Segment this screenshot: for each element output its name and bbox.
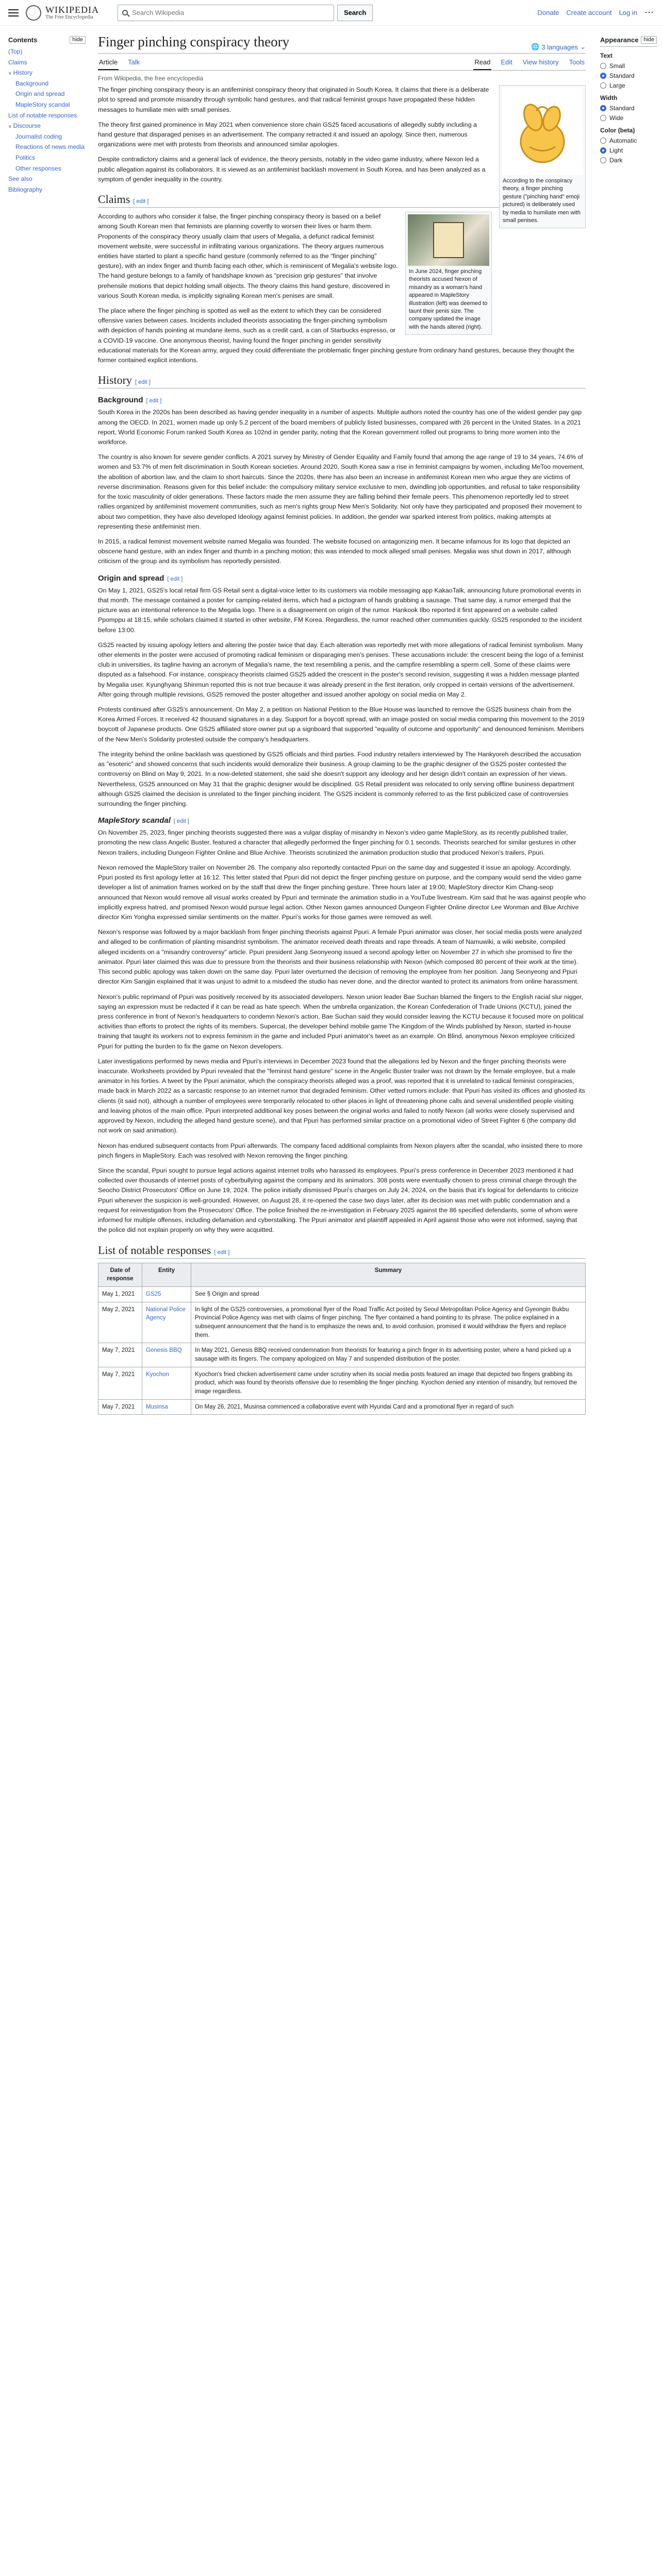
radio-icon[interactable]: [600, 157, 606, 163]
toc-link[interactable]: MapleStory scandal: [15, 100, 70, 108]
toc-item[interactable]: [8, 186, 86, 194]
radio-label: Light: [609, 147, 623, 154]
toc-link[interactable]: Journalist coding: [15, 132, 62, 140]
lead-paragraph: Despite contradictory claims and a general lack of evidence, the theory persists, notably in the video game industry, where Nexon led a public allegation against its collaborators. It is viewed as an antifeminist backlash movement in South Korea, and has been analyzed as a symptom of gender inequality in the country.: [98, 156, 486, 183]
poster-image-icon: [433, 222, 464, 258]
origin-paragraph: The integrity behind the online backlash was questioned by GS25 officials and third parties. Food industry retailers interviewed by The Hankyoreh described the accusation as "esoteric" and showed concerns that such incidents would demoralize their business. A group claiming to be the graphic designer of the GS25 poster contested the controversy on Blind on May 9, 2021. In a now-deleted statement, she said she doesn't support any ideology and her design didn't contain an expression of her views. Nevertheless, GS25 announced on May 31 that the graphic designer would be disciplined. GS Retail president was relocated to only serving offline business department although GS25 claimed the decision is unrelated to the finger pinching incident. The GS25 incident is commonly referred to as the first publicized case of controversies surrounding the finger pinching.: [98, 750, 581, 807]
heading-text: Background: [98, 396, 143, 405]
figure-image[interactable]: [408, 214, 489, 266]
maplestory-figure: [405, 212, 492, 335]
toc-link[interactable]: History: [13, 69, 32, 77]
radio-option[interactable]: [600, 62, 657, 70]
toc-item[interactable]: [8, 133, 86, 141]
toc-title: Contents: [8, 36, 38, 44]
login-link[interactable]: Log in: [619, 9, 637, 16]
edit-section-link[interactable]: [ edit ]: [146, 398, 162, 404]
site-sub: From Wikipedia, the free encyclopedia: [98, 75, 204, 82]
table-row: [98, 1399, 586, 1415]
tab-talk[interactable]: Talk: [128, 58, 140, 66]
column-header-entity[interactable]: Entity: [142, 1263, 191, 1286]
search-button[interactable]: Search: [337, 5, 373, 21]
subsection-heading-background: [98, 396, 586, 404]
globe-icon: [26, 5, 41, 21]
maple-paragraph: Nexon removed the MapleStory trailer on November 26. The company also reportedly contacted Ppuri on the same day and suggested it issue an apology. Accordingly, Ppuri posted its first apology letter at 16:12. This letter stated that Ppuri did not depict the finger pinching gesture on purpose, and the company would send the video game developer a list of animation frames worked on by the staff that drew the finger pinching gesture. Three hours later at 19:00, MapleStory director Kim Chang-seop announced that Nexon would remove all visual works created by Ppuri and terminate the animation studio in a YouTube livestream. Kim said that he was against people who implicitly express hatred, and promised Nexon would pursue legal action. Other Nexon games announced Dungeon Fighter Online director Lee Wonman and Blue Archive director Kim Yongha expressed similar sentiments on the matter. Ppuri's works for those games were removed as well.: [98, 863, 586, 921]
color-label: Color (beta): [600, 127, 635, 134]
language-count: 3 languages: [541, 43, 578, 51]
toc-item[interactable]: [8, 59, 86, 67]
radio-label: Dark: [609, 157, 623, 164]
maple-paragraph: Nexon's public reprimand of Ppuri was positively received by its associated developers. Nexon union leader Bae Suchan blamed the fingers to the English racial slur nigger, saying an expression must be redacted if it can be read as hate speech. When the umbrella organization, the Korean Confederation of Trade Unions (KCTU), joined the press conference in front of Nexon's headquarters to condemn Nexon's action, Bae Suchan said they would consider leaving the KCTU because it focused more on political activities than efforts to protect the rights of its members. Supercat, the developer behind mobile game The Kingdom of the Winds published by Nexon, started in-house training that taught its workers not to express feminism in the game and included Ppuri animator's tweet as an example. On Blind, anonymous Nexon employee criticized Ppuri for putting the burden to fix the game on Nexon developers.: [98, 993, 584, 1050]
chevron-down-icon: ⌄: [580, 43, 586, 51]
table-cell-date: May 7, 2021: [98, 1367, 142, 1399]
toc-item[interactable]: [8, 143, 86, 151]
translate-icon: 🌐: [531, 43, 540, 51]
origin-paragraph: Protests continued after GS25's announcement. On May 2, a petition on National Petition to the Blue House was launched to remove the GS25 business chain from the Korea Armed Forces. It received 42 thousand signatures in a day. Support for a boycott spread, with an image posted on social media comparing this movement to the 2019 boycott of Japanese products. One GS25 affiliated store owner put up a signboard that supported "equality of outcome and opportunity" and denounced feminism. Members of the New Men's Solidarity protested outside the company's headquarters.: [98, 706, 585, 743]
edit-section-link[interactable]: [ edit ]: [167, 575, 183, 582]
toc-item[interactable]: [8, 48, 86, 56]
tab-tools[interactable]: Tools: [569, 58, 585, 66]
heading-text: List of notable responses: [98, 1243, 211, 1257]
table-row: [98, 1286, 586, 1302]
main-menu-icon[interactable]: [8, 9, 19, 16]
radio-icon[interactable]: [600, 147, 606, 154]
toc-link[interactable]: Claims: [8, 58, 27, 66]
edit-section-link[interactable]: [ edit ]: [173, 818, 189, 825]
radio-icon[interactable]: [600, 73, 606, 79]
appearance-title: Appearance: [600, 36, 639, 44]
toc-hide-button[interactable]: hide: [70, 36, 86, 44]
page-title: Finger pinching conspiracy theory: [98, 34, 290, 49]
toc-item[interactable]: [8, 122, 86, 130]
radio-icon[interactable]: [600, 138, 606, 144]
table-cell-summary: See § Origin and spread: [191, 1286, 586, 1302]
search-box: [118, 5, 334, 21]
maple-paragraph: Nexon has endured subsequent contacts from Ppuri afterwards. The company faced additional complaints from Nexon players after the scandal, who insisted there to more pinch fingers in MapleStory. Each was resolved with Nexon removing the finger pinching.: [98, 1142, 583, 1159]
toc-link[interactable]: See also: [8, 175, 32, 183]
table-cell-summary: On May 26, 2021, Musinsa commenced a collaborative event with Hyundai Card and a promotional flyer in regard of such: [191, 1399, 586, 1415]
background-paragraph: In 2015, a radical feminist movement website named Megalia was founded. The website focused on antagonizing men. It became infamous for its logo that depicted an obscene hand gesture, with an index finger and thumb in a pinching motion; this was intended to mock alleged small penises. Megalia was shut down in 2017, although criticism of the group and its symbolism has reportedly persisted.: [98, 537, 571, 565]
radio-icon[interactable]: [600, 105, 606, 111]
table-cell-summary: In light of the GS25 controversies, a promotional flyer of the Road Traffic Act posted by Seoul Metropolitan Police Agency and Gyeongin Bukbu Provincial Police Agency was met with claims of finger pinching. The flyer contained a hand pointing to its phrase. The police explained in a subsequent announcement that the hand is to emphasize the news and, to avoid confusion, promised it would withdraw the flyers and replace them.: [191, 1302, 586, 1343]
subsection-heading-maplestory: [98, 816, 586, 825]
personal-tools: [537, 7, 654, 18]
toc-link[interactable]: Origin and spread: [15, 90, 65, 98]
language-button[interactable]: [531, 43, 586, 51]
pinching-hand-figure: [499, 85, 586, 228]
figure-image[interactable]: [502, 88, 583, 175]
table-cell-summary: Kyochon's fried chicken advertisement came under scrutiny when its social media posts featured an image that depicted two fingers grabbing its product, which was found by theorists offensive due to resembling the finger pinching. Kyochon denied any intention of misandry, but removed the image regardless.: [191, 1367, 586, 1399]
tagline: The Free Encyclopedia: [45, 14, 93, 20]
radio-option[interactable]: [600, 157, 657, 164]
title-row: [98, 26, 586, 54]
table-of-contents: [0, 26, 91, 1420]
origin-paragraph: GS25 reacted by issuing apology letters and altering the poster twice that day. Each alteration was reportedly met with more allegations of radical feminist symbolism. Many other elements in the poster were accused of promoting radical feminism or disparaging men's penises. These accusations include: the crescent being the logo of a feminist club in universities, its tagline having an acronym of Megalia's name, the text resembling a penis, and the campfire resembling a sperm cell. Some of these claims were disputed as a falsehood. For instance, conspiracy theorists claimed GS25 added the crescent in the poster's second revision, suggesting it was a hidden message planted by Megalia user. Kyunghyang Shinmun reported this is not true because it was already present in the first iteration, only cropped in certain versions of the advertisement. After going through multiple revisions, GS25 removed the poster altogether and issued another apology on social media on May 2.: [98, 641, 584, 698]
toc-item[interactable]: [8, 101, 86, 109]
radio-option[interactable]: [600, 82, 657, 89]
donate-link[interactable]: Donate: [537, 9, 559, 16]
table-row: [98, 1343, 586, 1367]
table-cell-entity[interactable]: GS25: [142, 1286, 191, 1302]
toc-link[interactable]: Other responses: [15, 164, 61, 172]
radio-option[interactable]: [600, 137, 657, 144]
top-bar: [0, 0, 662, 26]
table-cell-summary: In May 2021, Genesis BBQ received condemnation from theorists for featuring a pinch finger in its advertising poster, where a hand picked up a sausage with its fingers. The company apologized on May 7 and suspended distribution of the poster.: [191, 1343, 586, 1367]
table-row: [98, 1367, 586, 1399]
toc-link[interactable]: Politics: [15, 154, 36, 161]
radio-icon[interactable]: [600, 63, 606, 69]
column-header-summary[interactable]: Summary: [191, 1263, 586, 1286]
table-cell-entity[interactable]: National Police Agency: [142, 1302, 191, 1343]
appearance-panel: [595, 26, 662, 1420]
heading-text: Claims: [98, 193, 130, 206]
edit-section-link[interactable]: [ edit ]: [133, 198, 149, 205]
table-cell-date: May 2, 2021: [98, 1302, 142, 1343]
tab-view-history[interactable]: View history: [522, 58, 559, 66]
toc-item[interactable]: [8, 175, 86, 183]
wikipedia-logo[interactable]: [26, 5, 99, 21]
table-cell-entity[interactable]: Kyochon: [142, 1367, 191, 1399]
edit-section-link[interactable]: [ edit ]: [135, 379, 151, 386]
toc-item[interactable]: [8, 90, 86, 98]
section-heading-history: [98, 374, 586, 388]
edit-section-link[interactable]: [ edit ]: [214, 1249, 230, 1256]
toc-item[interactable]: [8, 165, 86, 173]
toc-link[interactable]: Background: [15, 79, 49, 87]
column-header-date[interactable]: Date of response: [98, 1263, 142, 1286]
radio-option[interactable]: [600, 114, 657, 122]
table-cell-date: May 7, 2021: [98, 1343, 142, 1367]
heading-text: History: [98, 374, 132, 387]
search-input[interactable]: [131, 8, 329, 17]
section-heading-responses: [98, 1244, 586, 1259]
maple-paragraph: Nexon's response was followed by a major backlash from finger pinching theorists against Ppuri. A female Ppuri animator was closer, her social media posts were analyzed and alleged to be confirmation of planting misandrist symbolism. The animator received death threats and rape threads. A team of Namuwiki, a wiki website, compiled alleged incidents on a "misandry controversy" article. Ppuri president Jang Seonyeong issued a second apology letter on November 27 in which she promised to fire the animator. Ppuri later claimed this was due to pressure from the theorists and their business relationship with Nexon (which composed 80 percent of their work at the time). This second public apology was taken down on the same day. Ppuri later overturned the decision of removing the employee from her position. Jang Seonyeong and Ppuri director Kim Sangjin explained that it was unjust to admit to a misdeed the studio has never done, and the director wanted to protect its animators from online harassment.: [98, 928, 582, 986]
origin-paragraph: On May 1, 2021, GS25's local retail firm GS Retail sent a digital-voice letter to its customers via mobile messaging app KakaoTalk, announcing future promotional events in that month. The message contained a poster for camping-related items, which had a pictogram of hands grabbing a sausage. That same day, a rumor emerged that the picture was an intentional reference to the Megalia logo. There is a disagreement on origin of the rumor. Hankook Ilbo reported it first appeared on a website called Ppomppu at 18:15, while scholars claimed it started in other website, FM Korea. Regardless, the rumor reached other communities quickly. GS25 responded to the incident before 13:00.: [98, 586, 582, 634]
toc-link[interactable]: Bibliography: [8, 185, 43, 193]
create-account-link[interactable]: Create account: [566, 9, 612, 16]
radio-label: Standard: [609, 72, 635, 79]
appearance-hide-button[interactable]: hide: [641, 36, 657, 44]
appearance-header: [600, 36, 657, 47]
radio-icon[interactable]: [600, 115, 606, 121]
heading-text: MapleStory scandal: [98, 816, 171, 825]
search-icon: [122, 10, 128, 15]
color-options: [600, 137, 657, 164]
radio-option[interactable]: [600, 105, 657, 112]
radio-label: Wide: [609, 114, 624, 122]
radio-icon[interactable]: [600, 82, 606, 89]
responses-table: [98, 1263, 586, 1415]
toc-link[interactable]: (Top): [8, 48, 23, 55]
toc-link[interactable]: Discourse: [13, 122, 41, 130]
heading-text: Origin and spread: [98, 573, 164, 583]
toc-item[interactable]: [8, 80, 86, 88]
pinching-hand-icon: [511, 98, 573, 165]
table-body: [98, 1286, 586, 1414]
article: [91, 26, 595, 1420]
tab-read[interactable]: Read: [473, 55, 491, 70]
radio-label: Large: [609, 82, 625, 89]
claims-paragraph: The place where the finger pinching is spotted as well as the extent to which they can be considered offensive varies between cases. Incidents included theorists associating the finger-pinching symbolism with depiction of hands pointing at mundane items, such as a credit card, a can of Starbucks espresso, or a COVID-19 vaccine. One anonymous theorist, having found the finger pinching in gender sensitivity educational materials for the Korean army, argued they could differentiate the problematic finger pinching gesture from ordinary hand gestures, because they thought the former contained explicit intentions.: [98, 307, 574, 364]
lead-paragraph: The finger pinching conspiracy theory is an antifeminist conspiracy theory that originated in South Korea. It claims that there is a deliberate plot to spread and promote misandry through symbolic hand gestures, and that radical feminist groups have propagated these hidden messages to humiliate men with small penises.: [98, 86, 489, 113]
radio-label: Small: [609, 62, 625, 70]
toc-link[interactable]: List of notable responses: [8, 111, 77, 119]
more-options-icon[interactable]: ⋯: [644, 7, 654, 18]
wordmark: WIKIPEDIA: [45, 5, 99, 15]
background-paragraph: The country is also known for severe gender conflicts. A 2021 survey by Ministry of Gender Equality and Family found that among the age range of 19 to 34 years, 74.6% of women and 53.7% of men felt discrimination in South Korean societies. Around 2020, South Korea saw a rise in feminist campaigns by women, including MeToo movement, the abolition of abortion law, and the claim to short haircuts. Since the 2020s, there has also been an increase in antifeminist Korean men who argue they are victims of reverse discrimination. Reasons given for this belief include: the compulsory military service exclusive to men, dwindling job opportunities, and refusal to take responsibility for the toxic masculinity of older generations. These factors made the men assume they are falling behind their female peers. This phenomenon reportedly led to street rallies organized by antifeminist movement communities, such as men's rights group New Men's Solidarity. Not only have they participated and proposed their movement to about two competition, they have also developed Ideology against feminist policies. In addition, the gender war sparked interest from politics, making attempts at representing these antifeminist men.: [98, 453, 584, 530]
subsection-heading-origin: [98, 574, 586, 583]
radio-option[interactable]: [600, 147, 657, 154]
tab-edit[interactable]: Edit: [501, 58, 512, 66]
radio-option[interactable]: [600, 72, 657, 79]
radio-label: Standard: [609, 105, 635, 112]
radio-label: Automatic: [609, 137, 637, 144]
width-options: [600, 105, 657, 122]
toc-item[interactable]: [8, 69, 86, 77]
table-cell-date: May 1, 2021: [98, 1286, 142, 1302]
text-size-label: Text: [600, 52, 613, 59]
background-paragraph: South Korea in the 2020s has been described as having gender inequality in a number of aspects. Multiple authors noted the country has one of the widest gender pay gap among the OECD. In 2021, women made up only 5.2 percent of the board members of publicly listed businesses, compared with 26 percent in the United States. In a 2021 report, World Economic Forum ranked South Korea as 102nd in gender parity, noting that the Korean government rolled out programs to bring more women into the workforce.: [98, 409, 582, 446]
maple-paragraph: Later investigations performed by news media and Ppuri's interviews in December 2023 found that the allegations led by Nexon and the finger pinching theorists were inaccurate. Worksheets provided by Ppuri revealed that the "feminist hand gesture" scene in the Angelic Buster trailer was not drawn by the female employee, but a male animator in his forties. A tweet by the Ppuri animator, which the conspiracy theorists alleged was a proof, was reported that it is unrelated to radical feminist conspiracies, made back in March 2022 as a sarcastic response to an internet rumor that degraded feminism. Other vetted rumors include: that Ppuri has visited its offices and ghosted its clients (it said not), although a number of employees were temporarily relocated to other places in light of threatening phone calls and several unidentified people visiting and leaving photos of the main office. Ppuri interpreted additional key poses between the original works and failed to notify Nexon (all works were closely supervised and approved by Nexon, including the alleged hand gesture scene), and that Ppuri has performed similar practice on a promotional video of Street Fighter 6 (the company did not work on said animation).: [98, 1057, 585, 1134]
text-size-options: [600, 62, 657, 89]
width-label: Width: [600, 94, 618, 101]
table-cell-entity[interactable]: Genesis BBQ: [142, 1343, 191, 1367]
figure-caption: In June 2024, finger pinching theorists accused Nexon of misandry as a woman's hand appeared in MapleStory illustration (left) was deemed to taunt their penis size. The company updated the image with the hands altered (right).: [409, 268, 488, 330]
maple-paragraph: On November 25, 2023, finger pinching theorists suggested there was a vulgar display of misandry in Nexon's video game MapleStory, as its recently published trailer, promoting the new class Angelic Buster, featured a character that allegedly performed the finger pinching for 0.1 seconds. Theorists searched for similar gestures in other Nexon trailers, including Dungeon Fighter Online and Blue Archive. Theorists scrutinized the animation production studio that produced Nexon's trailers, Ppuri.: [98, 829, 576, 856]
claims-paragraph: According to authors who consider it false, the finger pinching conspiracy theory is based on a belief among South Korean men that feminists are planning covertly to worsen their lives or harm them. Proponents of the conspiracy theory usually claim that users of Megalia, a defunct radical feminist movement website, were successful in infiltrating various organizations. The theory argues numerous entities have started to plant a specific hand gesture (commonly referred to as the "finger pinching" gesture), with an index finger and thumb facing each other, which is reminiscent of Megalia's website logo. The hand gesture belongs to a family of handshape known as "precision grip gestures" that involve prehensile motions that depict holding small objects. The theory claims this hand gesture, discovered in various South Korean media, is implicitly signaling Korean men's penises are small.: [98, 213, 398, 299]
maple-paragraph: Since the scandal, Ppuri sought to pursue legal actions against internet trolls who harassed its employees. Ppuri's press conference in December 2023 mentioned it had collected over thousands of internet posts of cyberbullying against the company and its animators. 308 posts were eventually chosen to press criminal charge through the Seocho District Prosecutors' Office on June 19, 2024. The police initially dismissed Ppuri's charges on July 24, 2024, on the basis that it's logical for defendants to criticize Ppuri whenever the suspicion is well-grounded. However, on August 28, it re-opened the case two days later, after its decision was met with public condemnation and a request for reinvestigation from the Prosecutors' Office. The police finished the re-investigation in February 2025 against the 86 specified defendants, some of whom were informed for multiple offenses, including defamation and cyberstalking. The Ppuri animator and plaintiff appealed in April against those who were not informed, saying that the police did not explain properly on why they were acquitted.: [98, 1167, 578, 1234]
tab-article[interactable]: Article: [98, 55, 119, 70]
toc-item[interactable]: [8, 154, 86, 162]
lead-paragraph: The theory first gained prominence in May 2021 when convenience store chain GS25 faced accusations of allegedly subtly including a hand gesture that disparaged penises in an advertisement. The company retracted it and issued an apology. Since then, numerous organizations were met with protests from theorists and announced similar apologies.: [98, 121, 477, 148]
table-header-row: [98, 1263, 586, 1286]
toc-header: [8, 36, 86, 44]
table-cell-date: May 7, 2021: [98, 1399, 142, 1415]
toc-items: [8, 48, 86, 194]
figure-caption: According to the conspiracy theory, a finger pinching gesture ("pinching hand" emoji pictured) is deliberately used by media to humiliate men with small penises.: [503, 178, 581, 224]
toc-link[interactable]: Reactions of news media: [15, 143, 85, 151]
table-cell-entity[interactable]: Musinsa: [142, 1399, 191, 1415]
page-tabs: [98, 54, 586, 71]
toc-item[interactable]: [8, 112, 86, 120]
table-row: [98, 1302, 586, 1343]
